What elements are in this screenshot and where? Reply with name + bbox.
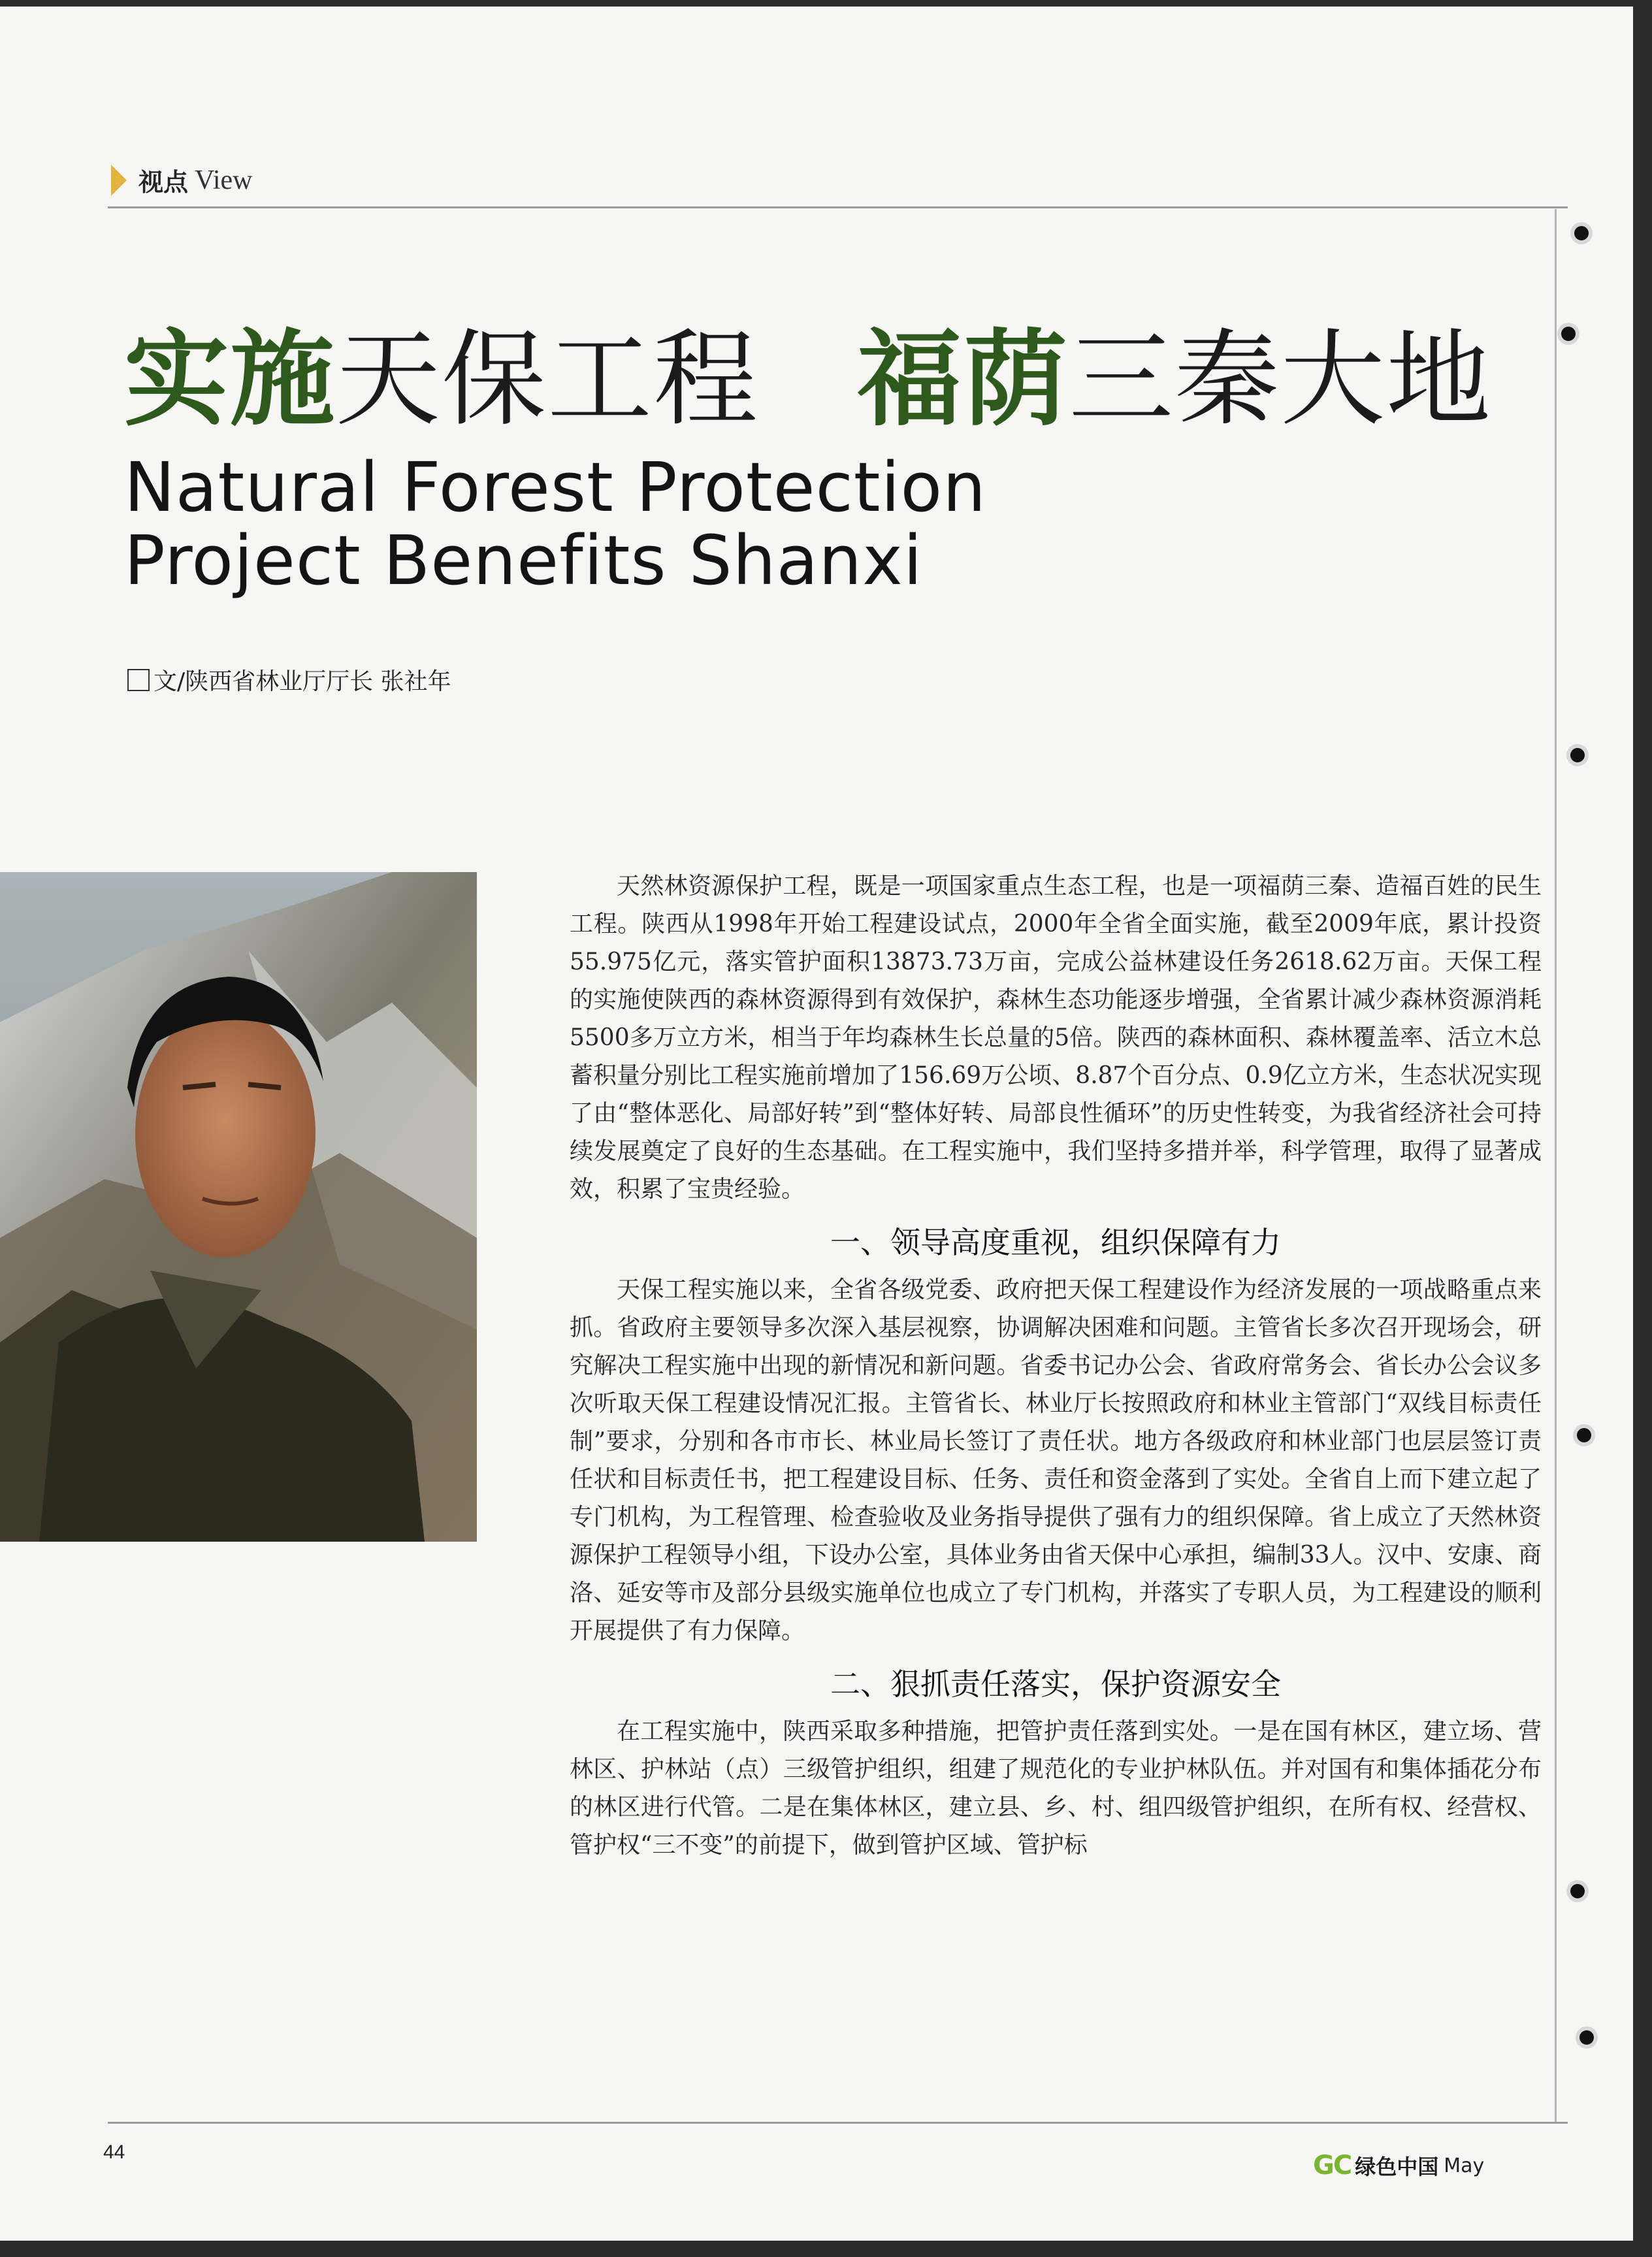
section-2-heading: 二、狠抓责任落实，保护资源安全 [830, 1666, 1281, 1702]
binder-hole [1577, 1428, 1591, 1442]
article-title [124, 314, 1492, 445]
byline [127, 663, 451, 696]
title-highlight-1: 实施 [124, 317, 336, 440]
section-tag [111, 162, 252, 198]
gc-logo-icon: GC [1313, 2151, 1352, 2181]
page-number: 44 [103, 2141, 125, 2163]
magazine-name: 绿色中国 [1355, 2154, 1439, 2179]
section-2-paragraph: 在工程实施中，陕西采取多种措施，把管护责任落到实处。一是在国有林区，建立场、营林区、护林站（点）三级管护组织，组建了规范化的专业护林队伍。并对国有和集体插花分布的林区进行代管。二是在集体林区，建立县、乡、村、组四级管护组织，在所有权、经营权、管护权“三不变”的前提下，做到管护区域、管护标 [570, 1718, 1542, 1859]
article-body [570, 868, 1542, 1864]
binder-hole [1579, 2030, 1594, 2045]
intro-paragraph: 天然林资源保护工程，既是一项国家重点生态工程，也是一项福荫三秦、造福百姓的民生工程。陕西从1998年开始工程建设试点，2000年全省全面实施，截至2009年底，累计投资55.975亿元，落实管护面积13873.73万亩，完成公益林建设任务2618.62万亩。天保工程的实施使陕西的森林资源得到有效保护，森林生态功能逐步增强，全省累计减少森林资源消耗5500多万立方米，相当于年均森林生长总量的5倍。陕西的森林面积、森林覆盖率、活立木总蓄积量分别比工程实施前增加了156.69万公顷、8.87个百分点、0.9亿立方米，生态状况实现了由“整体恶化、局部好转”到“整体好转、局部良性循环”的历史性转变，为我省经济社会可持续发展奠定了良好的生态基础。在工程实施中，我们坚持多措并举，科学管理，取得了显著成效，积累了宝贵经验。 [570, 873, 1542, 1203]
bottom-rule [108, 2122, 1568, 2124]
top-rule [108, 206, 1568, 208]
binder-hole [1570, 1884, 1585, 1898]
triangle-marker-icon [111, 165, 127, 196]
section-1-heading: 一、领导高度重视，组织保障有力 [830, 1225, 1281, 1260]
right-rule [1555, 209, 1557, 2123]
subtitle-line-2: Project Benefits Shanxi [124, 521, 923, 600]
title-rest-1: 天保工程 [336, 318, 760, 440]
title-rest-2: 三秦大地 [1069, 318, 1493, 440]
subtitle-line-1: Natural Forest Protection [124, 447, 987, 527]
square-bullet-icon [127, 669, 150, 691]
article-subtitle [124, 447, 987, 600]
title-highlight-2: 福荫 [857, 317, 1069, 440]
author-portrait [0, 872, 477, 1542]
binder-hole [1561, 327, 1576, 341]
binder-hole [1574, 226, 1589, 240]
byline-text: 文/陕西省林业厅厅长 张社年 [154, 668, 451, 695]
issue-month: May [1444, 2154, 1485, 2177]
portrait-photo-icon [0, 872, 477, 1542]
section-tag-cn: 视点 [138, 168, 189, 197]
section-tag-en: View [195, 165, 253, 195]
section-1-paragraph: 天保工程实施以来，全省各级党委、政府把天保工程建设作为经济发展的一项战略重点来抓。省政府主要领导多次深入基层视察，协调解决困难和问题。主管省长多次召开现场会，研究解决工程实施中出现的新情况和新问题。省委书记办公会、省政府常务会、省长办公会议多次听取天保工程建设情况汇报。主管省长、林业厅长按照政府和林业主管部门“双线目标责任制”要求，分别和各市市长、林业局长签订了责任状。地方各级政府和林业部门也层层签订责任状和目标责任书，把工程建设目标、任务、责任和资金落到了实处。全省自上而下建立起了专门机构，为工程管理、检查验收及业务指导提供了强有力的组织保障。省上成立了天然林资源保护工程领导小组，下设办公室，具体业务由省天保中心承担，编制33人。汉中、安康、商洛、延安等市及部分县级实施单位也成立了专门机构，并落实了专职人员，为工程建设的顺利开展提供了有力保障。 [570, 1276, 1542, 1644]
binder-hole [1570, 748, 1585, 762]
footer-brand [1313, 2151, 1484, 2181]
magazine-page [0, 7, 1633, 2241]
